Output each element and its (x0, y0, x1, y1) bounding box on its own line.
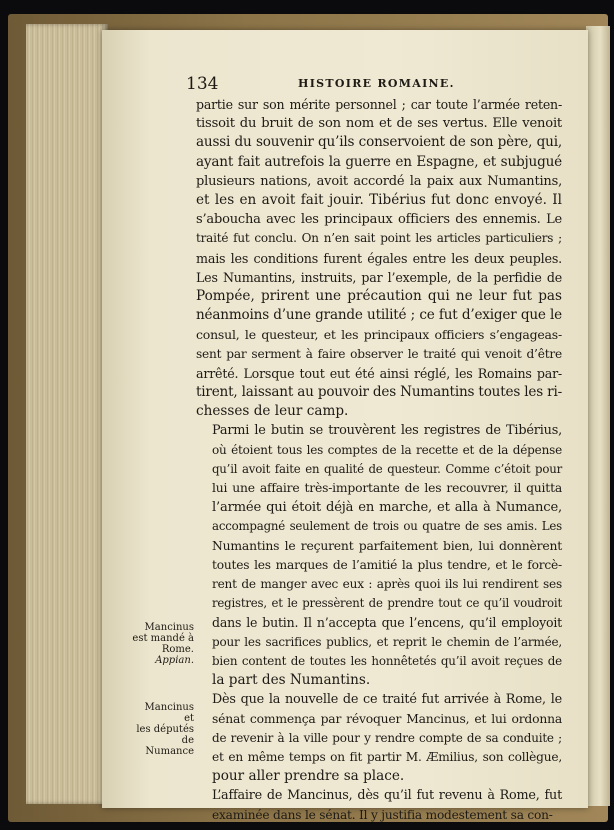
text-line: l’armée qui étoit déjà en marche, et alla à Numance, (212, 500, 562, 516)
text-line: chesses de leur camp. (196, 403, 349, 420)
sidenote-line: est mandé à (132, 633, 194, 644)
text-line: néanmoins d’une grande utilité ; ce fut d’exiger que le (196, 307, 562, 324)
text-line: Parmi le butin se trouvèrent les registres de Tibérius, (212, 423, 562, 439)
facing-page-edge (586, 26, 610, 806)
text-line: aussi du souvenir qu’ils conservoient de son père, qui, (196, 134, 562, 151)
text-line: mais les conditions furent égales entre les deux peuples. (196, 250, 562, 266)
text-line: tissoit du bruit de son nom et de ses vertus. Elle venoit (196, 116, 562, 132)
text-line: registres, et le pressèrent de prendre tout ce qu’il voudroit (212, 596, 562, 611)
text-line: pour aller prendre sa place. (212, 768, 405, 785)
paragraph (196, 786, 562, 824)
running-title: HISTOIRE ROMAINE. (298, 77, 455, 90)
text-line: la part des Numantins. (212, 672, 371, 689)
text-line: toutes les marques de l’amitié la plus tendre, et le forcè- (212, 557, 562, 572)
sidenote-line: Rome. (161, 644, 194, 655)
text-line: consul, le questeur, et les principaux officiers s’engageas- (196, 327, 562, 343)
text-line: examinée dans le sénat. Il y justifia modestement sa con- (212, 807, 553, 822)
text-line: rent de manger avec eux : après quoi ils lui rendirent ses (212, 577, 562, 592)
text-line: lui une affaire très-importante de les recouvrer, il quitta (212, 481, 562, 496)
sidenote-reference: Appian. (155, 655, 194, 666)
text-line: bien content de toutes les honnêtetés qu’il avoit reçues de (212, 653, 562, 668)
sidenote-line: Mancinus et (144, 702, 194, 724)
text-line: où étoient tous les comptes de la recette et de la dépense (212, 442, 562, 457)
text-line: accompagné seulement de trois ou quatre de ses amis. Les (212, 519, 562, 534)
text-line: sent par serment à faire observer le traité qui venoit d’être (196, 346, 562, 361)
body-text (196, 95, 562, 825)
text-line: pour les sacrifices publics, et reprit le chemin de l’armée, (212, 634, 562, 649)
text-line: tirent, laissant au pouvoir des Numantins toutes les ri- (196, 384, 562, 401)
sidenote-mancinus-mande (132, 622, 194, 666)
sidenote-mancinus-deputes (132, 702, 194, 757)
text-line: Les Numantins, instruits, par l’exemple, de la perfidie de (196, 269, 562, 285)
text-line: Dès que la nouvelle de ce traité fut arrivée à Rome, le (212, 692, 562, 708)
page-number: 134 (186, 74, 219, 94)
text-line: dans le butin. Il n’accepta que l’encens, qu’il employoit (212, 615, 562, 631)
text-line: plusieurs nations, avoit accordé la paix aux Numantins, (196, 173, 562, 189)
paragraph (196, 690, 562, 786)
text-line: s’aboucha avec les principaux officiers des ennemis. Le (196, 212, 562, 228)
page-edges-left (26, 24, 108, 804)
text-line: L’affaire de Mancinus, dès qu’il fut revenu à Rome, fut (212, 788, 562, 804)
text-line: et les en avoit fait jouir. Tibérius fut donc envoyé. Il (196, 192, 562, 209)
text-line: qu’il avoit faite en qualité de questeur. Comme c’étoit pour (212, 461, 562, 476)
text-line: et en même temps on fit partir M. Æmilius, son collègue, (212, 749, 562, 764)
text-line: traité fut conclu. On n’en sait point les articles particuliers ; (196, 231, 562, 246)
sidenote-line: les députés (136, 724, 194, 735)
text-line: arrêté. Lorsque tout eut été ainsi réglé, les Romains par- (196, 365, 562, 381)
text-line: Numantins le reçurent parfaitement bien, lui donnèrent (212, 538, 562, 553)
running-head (186, 74, 560, 96)
text-line: sénat commença par révoquer Mancinus, et lui ordonna (212, 711, 562, 726)
text-line: de revenir à la ville pour y rendre compte de sa conduite ; (212, 730, 562, 745)
text-line: ayant fait autrefois la guerre en Espagne, et subjugué (196, 153, 562, 170)
sidenote-line: Mancinus (144, 622, 194, 633)
sidenote-line: de Numance (145, 735, 194, 757)
paragraph (196, 421, 562, 690)
text-line: Pompée, prirent une précaution qui ne leur fut pas (196, 288, 562, 305)
paragraph (196, 95, 562, 421)
text-line: partie sur son mérite personnel ; car toute l’armée reten- (196, 97, 562, 112)
